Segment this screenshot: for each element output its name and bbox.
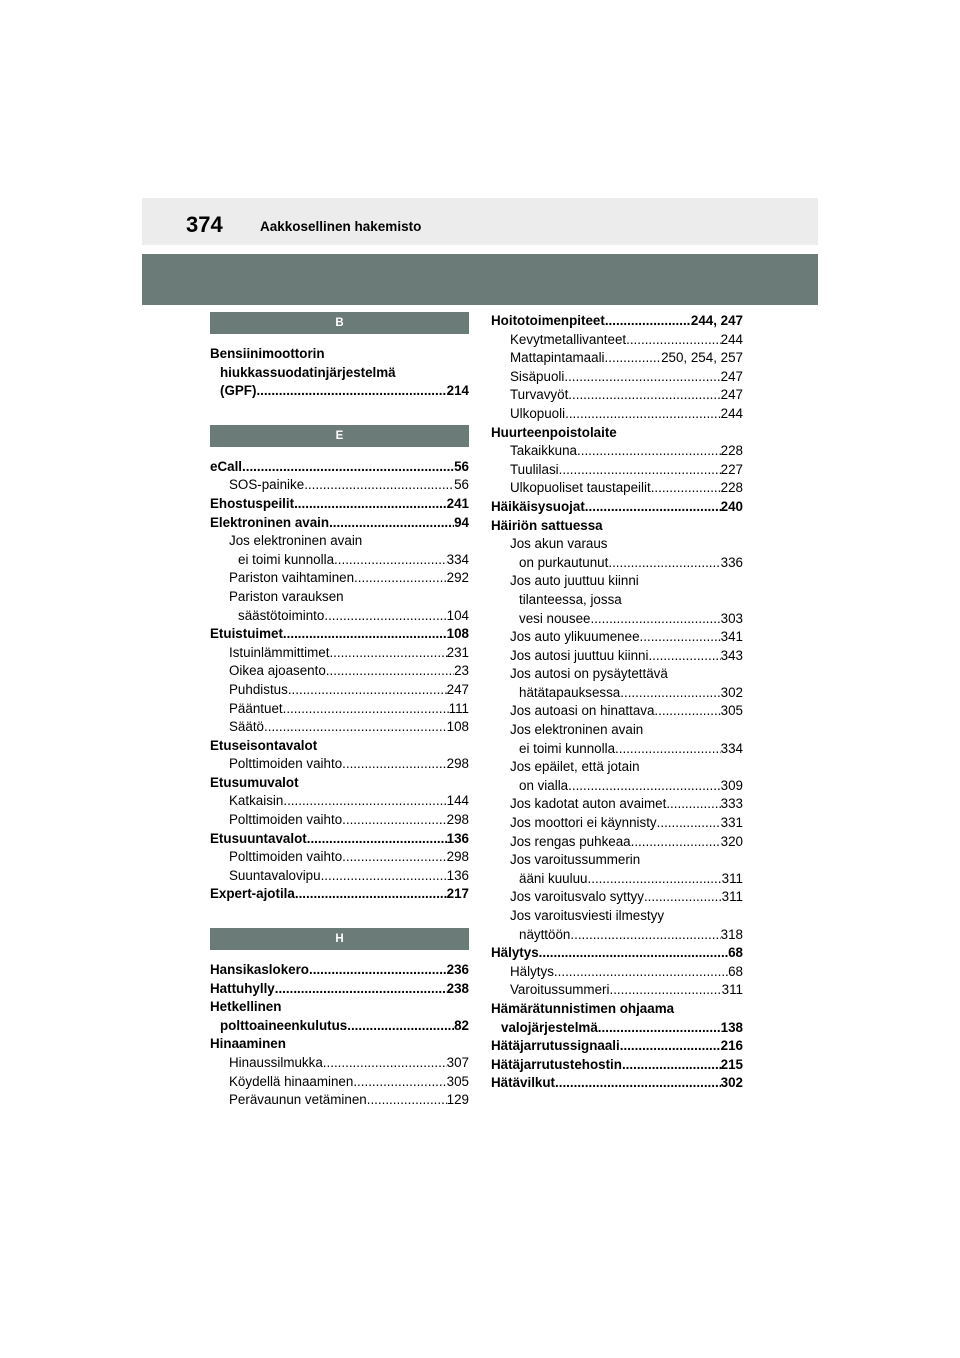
index-subentry-continuation: Jos varoitusviesti ilmestyy <box>510 908 665 923</box>
index-subentry: ei toimi kunnolla ..... 334 <box>210 551 469 570</box>
page-title: Aakkosellinen hakemisto <box>260 219 422 234</box>
letter-header-e: E <box>210 425 469 447</box>
index-entry: valojärjestelmä ..... 138 <box>491 1019 743 1038</box>
index-subentry: Polttimoiden vaihto ..... 298 <box>210 811 469 830</box>
index-subentry: Pariston vaihtaminen ..... 292 <box>210 569 469 588</box>
index-subentry: Ulkopuoli ..... 244 <box>491 405 743 424</box>
index-subentry-continuation: Jos autosi on pysäytettävä <box>510 666 668 682</box>
index-subentry: Jos auto ylikuumenee ..... 341 <box>491 628 743 647</box>
index-subentry: Pääntuet ..... 111 <box>210 700 469 719</box>
index-entry: Expert-ajotila ..... 217 <box>210 885 469 904</box>
index-entry-continuation: hiukkassuodatinjärjestelmä <box>220 364 396 380</box>
index-subentry: Köydellä hinaaminen ..... 305 <box>210 1073 469 1092</box>
index-subentry-continuation: Jos varoitussummerin <box>510 852 641 868</box>
index-subentry: Jos varoitusvalo syttyy ..... 311 <box>491 888 743 907</box>
letter-header-b: B <box>210 312 469 334</box>
index-subentry-continuation: Jos epäilet, että jotain <box>510 759 640 775</box>
index-entry: Etuistuimet ..... 108 <box>210 625 469 644</box>
index-subentry-continuation: Jos akun varaus <box>510 536 608 552</box>
section-band <box>142 254 818 305</box>
index-subentry: Mattapintamaali ..... 250, 254, 257 <box>491 349 743 368</box>
index-subentry: Istuinlämmittimet ..... 231 <box>210 644 469 663</box>
index-subentry: Kevytmetallivanteet ..... 244 <box>491 331 743 350</box>
index-entry: polttoaineenkulutus ..... 82 <box>210 1017 469 1036</box>
index-subentry: ei toimi kunnolla ..... 334 <box>491 740 743 759</box>
index-subentry: on vialla ..... 309 <box>491 777 743 796</box>
index-subentry: Jos autoasi on hinattava ..... 305 <box>491 702 743 721</box>
index-subentry: Hinaussilmukka ..... 307 <box>210 1054 469 1073</box>
index-subentry: Puhdistus ..... 247 <box>210 681 469 700</box>
index-entry-heading: Huurteenpoistolaite <box>491 424 617 440</box>
index-subentry: Jos autosi juuttuu kiinni ..... 343 <box>491 647 743 666</box>
index-entry-heading: Bensiinimoottorin <box>210 346 325 361</box>
index-entry: Hansikaslokero ..... 236 <box>210 961 469 980</box>
index-subentry: Turvavyöt ..... 247 <box>491 386 743 405</box>
index-column-left <box>210 312 469 1110</box>
index-subentry-continuation: tilanteessa, jossa <box>519 591 622 607</box>
index-entry-heading: Etusumuvalot <box>210 774 299 790</box>
index-subentry-continuation: Pariston varauksen <box>229 588 344 604</box>
letter-header-h: H <box>210 928 469 950</box>
index-subentry: Polttimoiden vaihto ..... 298 <box>210 755 469 774</box>
index-subentry: Sisäpuoli ..... 247 <box>491 368 743 387</box>
index-column-right <box>491 312 743 1093</box>
index-subentry: Perävaunun vetäminen ..... 129 <box>210 1091 469 1110</box>
index-entry: Hätäjarrutustehostin ..... 215 <box>491 1056 743 1075</box>
index-entry-heading: Etuseisontavalot <box>210 737 318 753</box>
index-subentry-continuation: Jos elektroninen avain <box>510 722 644 738</box>
index-subentry: Varoitussummeri ..... 311 <box>491 981 743 1000</box>
index-entry: Hattuhylly ..... 238 <box>210 980 469 999</box>
index-subentry: hätätapauksessa ..... 302 <box>491 684 743 703</box>
index-entry: Elektroninen avain ..... 94 <box>210 514 469 533</box>
index-entry: Hälytys ..... 68 <box>491 944 743 963</box>
index-subentry: SOS-painike ..... 56 <box>210 476 469 495</box>
index-subentry: Jos rengas puhkeaa ..... 320 <box>491 833 743 852</box>
index-subentry: Ulkopuoliset taustapeilit ..... 228 <box>491 479 743 498</box>
index-entry-heading: Hetkellinen <box>210 999 282 1015</box>
index-entry: Etusuuntavalot ..... 136 <box>210 830 469 849</box>
index-subentry: ääni kuuluu ..... 311 <box>491 870 743 889</box>
index-subentry: Katkaisin ..... 144 <box>210 792 469 811</box>
index-entry: Hätäjarrutussignaali ..... 216 <box>491 1037 743 1056</box>
index-entry: eCall ..... 56 <box>210 458 469 477</box>
index-subentry-continuation: Jos elektroninen avain <box>229 533 363 549</box>
index-subentry: Oikea ajoasento ..... 23 <box>210 662 469 681</box>
index-entry-heading: Häiriön sattuessa <box>491 517 603 533</box>
index-entry: Hätävilkut ..... 302 <box>491 1074 743 1093</box>
index-entry: Ehostuspeilit ..... 241 <box>210 495 469 514</box>
index-subentry: Jos kadotat auton avaimet ..... 333 <box>491 795 743 814</box>
index-subentry: Takaikkuna ..... 228 <box>491 442 743 461</box>
index-subentry: Suuntavalovipu ..... 136 <box>210 867 469 886</box>
index-subentry: on purkautunut ..... 336 <box>491 554 743 573</box>
index-subentry: Säätö ..... 108 <box>210 718 469 737</box>
header-band <box>142 198 818 245</box>
page-number: 374 <box>186 212 223 237</box>
index-subentry: Polttimoiden vaihto ..... 298 <box>210 848 469 867</box>
index-subentry: vesi nousee ..... 303 <box>491 610 743 629</box>
index-subentry: näyttöön ..... 318 <box>491 926 743 945</box>
index-entry-heading: Hinaaminen <box>210 1036 286 1052</box>
index-entry: Hoitotoimenpiteet ..... 244, 247 <box>491 312 743 331</box>
index-subentry: Tuulilasi ..... 227 <box>491 461 743 480</box>
index-subentry-continuation: Jos auto juuttuu kiinni <box>510 573 639 589</box>
index-subentry: Hälytys ..... 68 <box>491 963 743 982</box>
index-subentry: Jos moottori ei käynnisty ..... 331 <box>491 814 743 833</box>
index-entry: (GPF) ..... 214 <box>210 382 469 401</box>
index-entry-heading: Hämärätunnistimen ohjaama <box>491 1000 675 1016</box>
index-subentry: säästötoiminto ..... 104 <box>210 607 469 626</box>
index-entry: Häikäisysuojat ..... 240 <box>491 498 743 517</box>
